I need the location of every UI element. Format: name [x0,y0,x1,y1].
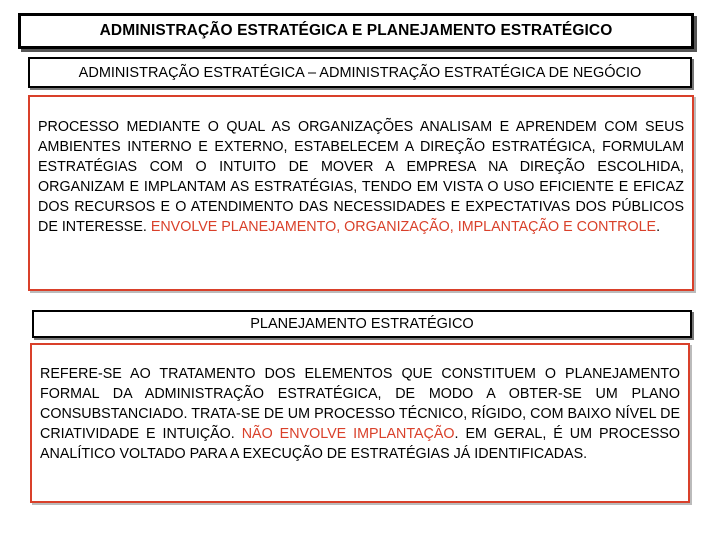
section2-heading: PLANEJAMENTO ESTRATÉGICO [250,316,474,332]
section2-body-end: . EM GERAL, É UM PROCESSO ANALÍTICO VOLTADO PARA A EXECUÇÃO DE ESTRATÉGIAS JÁ IDENTIFICADAS. [40,426,681,462]
section1-highlight-text: ENVOLVE PLANEJAMENTO, ORGANIZAÇÃO, IMPLANTAÇÃO E CONTROLE [150,219,657,235]
page-title [18,13,694,49]
page-title-text: ADMINISTRAÇÃO ESTRATÉGICA E PLANEJAMENTO ESTRATÉGICO [99,22,613,39]
section2-definition-box [30,343,690,503]
section1-definition-box [28,95,694,291]
section2-highlight-text: NÃO ENVOLVE IMPLANTAÇÃO [241,426,455,442]
section2-body-text: REFERE-SE AO TRATAMENTO DOS ELEMENTOS QUE CONSTITUEM O PLANEJAMENTO FORMAL DA ADMINISTRAÇÃO ESTRATÉGICA, DE MODO A OBTER-SE UM PLANO CONSUBSTANCIADO. TRATA-SE DE UM PROCESSO TÉCNICO, RÍGIDO, COM BAIXO NÍVEL DE CRIATIVIDADE E INTUIÇÃO. [40,366,680,442]
section1-heading: ADMINISTRAÇÃO ESTRATÉGICA – ADMINISTRAÇÃO ESTRATÉGICA DE NEGÓCIO [78,64,642,81]
section2-heading-box [32,310,692,338]
section1-heading-box [28,57,692,88]
section1-body-end: . [656,219,661,235]
section1-body-text: PROCESSO MEDIANTE O QUAL AS ORGANIZAÇÕES ANALISAM E APRENDEM COM SEUS AMBIENTES INTERNO E EXTERNO, ESTABELECEM A DIREÇÃO ESTRATÉGICA, FORMULAM ESTRATÉGIAS COM O INTUITO DE MOVER A EMPRESA NA DIREÇÃO ESCOLHIDA, ORGANIZAM E IMPLANTAM AS ESTRATÉGIAS, TENDO EM VISTA O USO EFICIENTE E EFICAZ DOS RECURSOS E O ATENDIMENTO DAS NECESSIDADES E EXPECTATIVAS DOS PÚBLICOS DE INTERESSE. [38,119,684,235]
